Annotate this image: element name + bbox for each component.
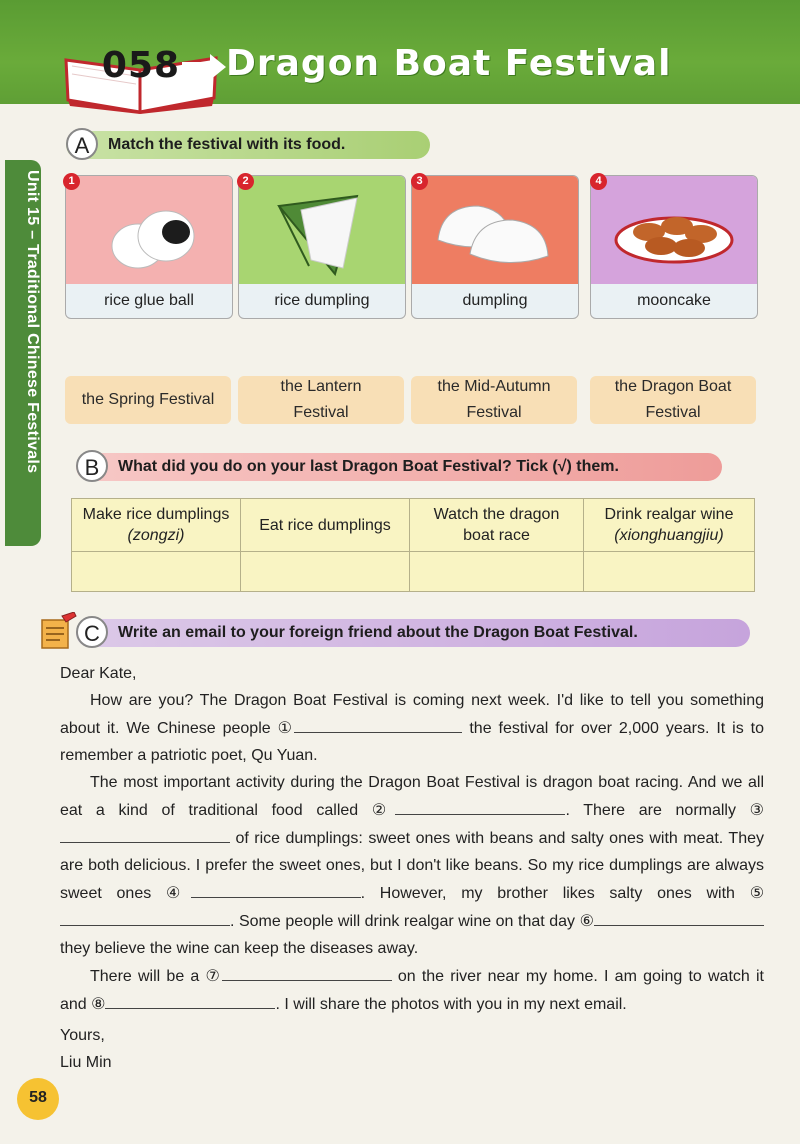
tick-column-3-line1: Watch the dragon: [433, 506, 560, 523]
blank-marker-8: ⑧: [91, 996, 106, 1013]
blank-3[interactable]: [60, 824, 230, 843]
blank-marker-3: ③: [749, 802, 765, 819]
food-card-3-bg: [412, 176, 578, 284]
tick-column-1: [72, 499, 241, 552]
section-a-instruction: Match the festival with its food.: [108, 136, 346, 153]
food-number-3: 3: [411, 173, 428, 190]
unit-side-tab: [5, 160, 41, 546]
food-number-2: 2: [237, 173, 254, 190]
tick-column-2: [241, 499, 410, 552]
blank-1[interactable]: [294, 714, 462, 733]
p1-text-b: the festival for over 2,000 years. It is to remember a patriotic poet, Qu Yuan.: [60, 720, 765, 764]
tick-column-4: [584, 499, 755, 552]
page-title: Dragon Boat Festival: [226, 43, 672, 84]
tick-column-4-line2: (xionghuangjiu): [614, 527, 724, 544]
p2-text-c: of rice dumplings: sweet ones with beans and salty ones with meat. They are both delicious. I prefer the sweet ones, but I don't like beans. So my rice dumplings are always sweet ones: [60, 830, 764, 902]
festival-2-line1: the Lantern: [280, 378, 362, 395]
p2-text-b: . There are normally: [565, 802, 750, 819]
section-b-instruction: What did you do on your last Dragon Boat Festival? Tick (√) them.: [118, 458, 619, 475]
food-card-1-bg: [66, 176, 232, 284]
tick-column-1-line1: Make rice dumplings: [82, 506, 230, 523]
tick-cell-3[interactable]: [410, 552, 584, 592]
blank-6[interactable]: [594, 907, 764, 926]
blank-marker-7: ⑦: [205, 968, 222, 985]
email-text: [60, 660, 764, 1076]
festival-card-3[interactable]: [411, 376, 577, 424]
festival-card-2[interactable]: [238, 376, 404, 424]
festival-3-line1: the Mid-Autumn: [437, 378, 551, 395]
food-card-4[interactable]: [590, 175, 758, 319]
section-c-header: [76, 619, 750, 647]
food-number-1: 1: [63, 173, 80, 190]
p3-text-a: There will be a: [90, 968, 206, 985]
tick-column-1-line2: (zongzi): [127, 527, 185, 544]
tick-column-2-line1: Eat rice dumplings: [259, 516, 391, 534]
p2-text-d: . However, my brother likes salty ones with: [360, 885, 750, 902]
festival-card-4[interactable]: [590, 376, 756, 424]
festival-2-line2: Festival: [293, 404, 349, 421]
section-c-instruction: Write an email to your foreign friend about the Dragon Boat Festival.: [118, 624, 638, 641]
section-b-letter: B: [76, 450, 108, 482]
section-a-header: [66, 131, 430, 159]
food-label-3: dumpling: [462, 292, 528, 309]
mooncake-icon: [591, 176, 757, 284]
p2-text-a: The most important activity during the Dragon Boat Festival is dragon boat racing. And we all eat a kind of traditional food called: [60, 774, 764, 819]
blank-2[interactable]: [395, 796, 565, 815]
email-paragraph-2: [60, 769, 764, 962]
festival-1-line1: the Spring Festival: [81, 391, 215, 408]
section-b-header: [76, 453, 722, 481]
blank-marker-2: ②: [371, 802, 396, 819]
email-greeting: Dear Kate,: [60, 665, 137, 682]
section-a-letter: A: [66, 128, 98, 160]
food-number-4: 4: [590, 173, 607, 190]
tick-column-3: [410, 499, 584, 552]
blank-5[interactable]: [60, 907, 230, 926]
p3-text-b: on the river near my home. I am going to watch it and: [60, 968, 765, 1013]
rice-dumpling-icon: [239, 176, 405, 284]
tick-cell-2[interactable]: [241, 552, 410, 592]
tick-table: [71, 498, 755, 592]
blank-8[interactable]: [105, 990, 275, 1009]
festival-card-1[interactable]: [65, 376, 231, 424]
food-card-2-bg: [239, 176, 405, 284]
blank-7[interactable]: [222, 962, 392, 981]
food-label-1: rice glue ball: [104, 292, 194, 309]
festival-4-line1: the Dragon Boat: [614, 378, 732, 395]
dumpling-icon: [412, 176, 578, 284]
email-paragraph-1: [60, 687, 764, 769]
food-label-2: rice dumpling: [274, 292, 370, 309]
festival-3-line2: Festival: [466, 404, 522, 421]
section-c-letter: C: [76, 616, 108, 648]
blank-4[interactable]: [191, 879, 361, 898]
notebook-pencil-icon: [40, 612, 78, 650]
email-closing: Yours,: [60, 1027, 105, 1044]
tick-column-4-line1: Drink realgar wine: [604, 506, 734, 523]
p3-text-c: . I will share the photos with you in my next email.: [275, 996, 627, 1013]
lesson-number: 058: [101, 45, 181, 86]
blank-marker-5: ⑤: [749, 885, 765, 902]
food-card-3[interactable]: [411, 175, 579, 319]
tick-column-3-line2: boat race: [463, 527, 530, 544]
p1-text-a: How are you? The Dragon Boat Festival is coming next week. I'd like to tell you something about it. We Chinese people: [60, 692, 764, 737]
email-paragraph-3: [60, 962, 764, 1018]
rice-glue-ball-icon: [66, 176, 232, 284]
unit-label: Unit 15 – Traditional Chinese Festivals: [24, 170, 41, 474]
food-card-2[interactable]: [238, 175, 406, 319]
email-signature: Liu Min: [60, 1054, 112, 1071]
blank-marker-1: ①: [277, 720, 295, 737]
tick-cell-1[interactable]: [72, 552, 241, 592]
blank-marker-6: ⑥: [579, 913, 594, 930]
food-card-4-bg: [591, 176, 757, 284]
p2-text-e: . Some people will drink realgar wine on that day: [230, 913, 580, 930]
festival-4-line2: Festival: [645, 404, 701, 421]
p2-text-f: they believe the wine can keep the diseases away.: [60, 940, 419, 957]
food-label-4: mooncake: [637, 292, 711, 309]
page-number: 58: [17, 1078, 59, 1120]
tick-cell-4[interactable]: [584, 552, 755, 592]
blank-marker-4: ④: [165, 885, 191, 902]
arrow-icon: [182, 54, 226, 80]
food-card-1[interactable]: [65, 175, 233, 319]
